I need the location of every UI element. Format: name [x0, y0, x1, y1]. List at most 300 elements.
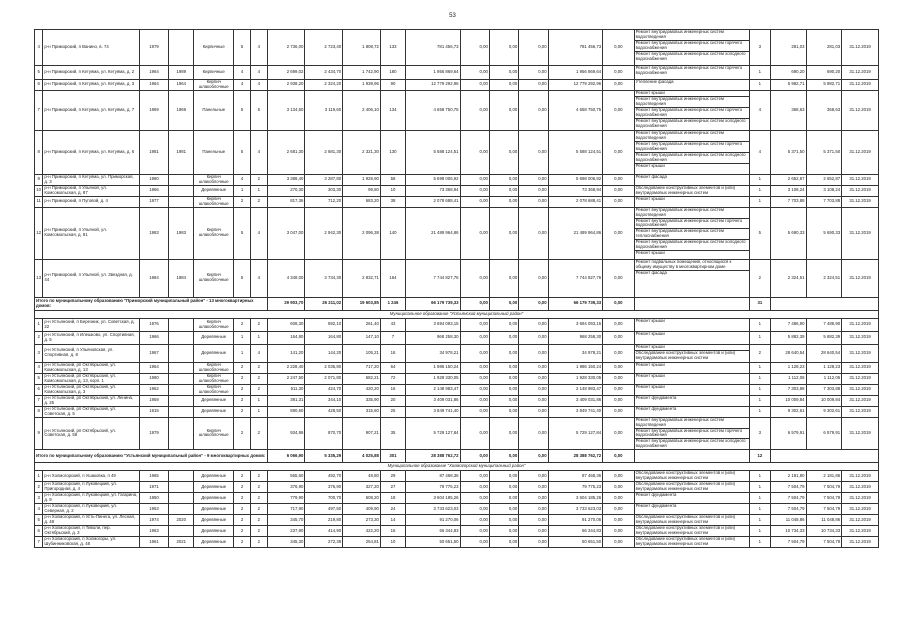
wall-material-cell: Кирпич шлакоблочные	[194, 373, 234, 384]
unit-cost-cell: 7 486,90	[770, 318, 806, 331]
work-count-cell: 1	[749, 395, 770, 406]
work-types-cell	[634, 384, 749, 395]
living-area-cell: 414,90	[305, 526, 343, 537]
address-cell: р-н Холмогорский, п Тиволи, пер. Октябрьский, д. 3	[43, 526, 139, 537]
federal-funds-cell: 0,00	[460, 297, 489, 310]
local-funds-cell: 0,00	[519, 515, 548, 526]
federal-funds-cell: 0,00	[460, 174, 489, 185]
total-area-cell: 3 388,40	[267, 174, 305, 185]
work-types-cell	[634, 526, 749, 537]
floors-cell: 2	[234, 504, 251, 515]
address-cell: р-н Устьянский, п Березник, ул. Советская, д. 22	[43, 318, 139, 331]
limit-cost-cell: 368,63	[806, 90, 842, 130]
entrances-cell: 2	[250, 526, 267, 537]
wall-material-cell: Деревянные	[194, 344, 234, 362]
address-cell: р-н Приморский, п Ульяной, ул. Звездная, д. 44	[43, 259, 139, 297]
table-row	[35, 515, 879, 526]
wall-material-cell: Деревянные	[194, 331, 234, 344]
other-funds-cell: 0,00	[603, 130, 634, 174]
floors-cell: 5	[234, 30, 251, 66]
table-row	[35, 174, 879, 185]
table-row	[35, 80, 879, 91]
deadline-cell: 31.12.2019	[842, 406, 879, 417]
wall-material-cell: Кирпичные	[194, 30, 234, 66]
work-types-cell	[634, 471, 749, 482]
row-number: 13	[35, 259, 43, 297]
residents-cell: 27	[380, 482, 405, 493]
wall-material-cell: Кирпич шлакоблочные	[194, 207, 234, 259]
row-number: 6	[35, 384, 43, 395]
total-area-cell: 934,86	[267, 417, 305, 450]
owners-funds-cell: 34 978,21	[548, 344, 603, 362]
residents-cell: 72	[380, 373, 405, 384]
address-cell: р-н Приморский, п Кетуяма, ул. Приморская, д. 3	[43, 174, 139, 185]
work-type-item: Ремонт внутридомовых инженерных систем горячего водоснабжения	[635, 41, 749, 52]
total-cost-cell: 5 729 127,84	[406, 417, 461, 450]
total-area-cell: 391,31	[267, 395, 305, 406]
address-cell: р-н Приморский, п Кетуяма, ул. Кетуяма, д. 7	[43, 90, 139, 130]
work-types-cell	[634, 185, 749, 196]
residents-cell: 301	[380, 450, 405, 463]
wall-material-cell: Кирпич шлакоблочные	[194, 259, 234, 297]
limit-cost-cell: 3 108,24	[806, 185, 842, 196]
local-funds-cell: 0,00	[519, 196, 548, 207]
floors-cell: 2	[234, 318, 251, 331]
year-renovated-cell	[169, 471, 194, 482]
local-funds-cell: 0,00	[519, 318, 548, 331]
municipality-header-row	[35, 310, 879, 318]
work-types-cell	[634, 344, 749, 362]
floors-cell: 2	[234, 417, 251, 450]
work-type-item: Обследование конструктивных элементов и (или) внутридомовых инженерных систем	[635, 536, 736, 547]
owned-area-cell: 1 928,90	[343, 174, 381, 185]
deadline-cell: 31.12.2019	[842, 318, 879, 331]
total-area-cell: 3 134,60	[267, 90, 305, 130]
living-area-cell: 3 287,80	[305, 174, 343, 185]
year-built-cell: 1961	[139, 537, 168, 548]
year-renovated-cell	[169, 526, 194, 537]
wall-material-cell: Деревянные	[194, 471, 234, 482]
wall-material-cell: Кирпич шлакоблочные	[194, 318, 234, 331]
table-row	[35, 318, 879, 331]
wall-material-cell: Деревянные	[194, 493, 234, 504]
work-count-cell: 1	[749, 373, 770, 384]
other-funds-cell: 0,00	[603, 406, 634, 417]
year-renovated-cell	[169, 504, 194, 515]
unit-cost-cell: 7 504,79	[770, 537, 806, 548]
limit-cost-cell: 281,03	[806, 30, 842, 66]
year-built-cell: 1976	[139, 318, 168, 331]
deadline-cell: 31.12.2019	[842, 259, 879, 297]
owners-funds-cell: 3 733 623,03	[548, 504, 603, 515]
deadline-cell: 31.12.2019	[842, 384, 879, 395]
floors-cell: 2	[234, 515, 251, 526]
unit-cost-cell: 7 303,88	[770, 384, 806, 395]
limit-cost-cell: 2 652,87	[806, 174, 842, 185]
work-count-cell: 31	[749, 297, 770, 310]
row-number: 4	[35, 504, 43, 515]
year-renovated-cell	[169, 174, 194, 185]
work-type-item: Ремонт внутридомовых инженерных систем холодного водоснабжения	[635, 50, 746, 61]
row-number: 6	[35, 80, 43, 91]
work-type-item: Ремонт внутридомовых инженерных систем холодного водоснабжения	[635, 438, 746, 449]
year-built-cell: 1984	[139, 259, 168, 297]
municipality-title: Муниципальное образование "Устьянский муниципальный район"	[35, 310, 879, 318]
empty-cell	[770, 450, 878, 463]
federal-funds-cell: 0,00	[460, 515, 489, 526]
owners-funds-cell: 2 148 983,47	[548, 384, 603, 395]
unit-cost-cell: 690,20	[770, 66, 806, 80]
regional-funds-cell: 0,00	[489, 504, 518, 515]
year-renovated-cell: 2021	[169, 537, 194, 548]
limit-cost-cell: 11 048,86	[806, 515, 842, 526]
owned-area-cell: 717,20	[343, 362, 381, 373]
regional-funds-cell: 0,00	[489, 362, 518, 373]
regional-funds-cell: 0,00	[489, 417, 518, 450]
total-cost-cell: 5 588 124,51	[406, 130, 461, 174]
other-funds-cell: 0,00	[603, 196, 634, 207]
entrances-cell: 1	[250, 185, 267, 196]
work-count-cell: 1	[749, 196, 770, 207]
total-row	[35, 297, 879, 310]
local-funds-cell: 0,00	[519, 174, 548, 185]
floors-cell: 2	[234, 471, 251, 482]
year-built-cell: 1974	[139, 515, 168, 526]
owned-area-cell: 315,60	[343, 406, 381, 417]
local-funds-cell: 0,00	[519, 395, 548, 406]
owners-funds-cell: 50 651,50	[548, 537, 603, 548]
floors-cell: 1	[234, 344, 251, 362]
regional-funds-cell: 0,00	[489, 373, 518, 384]
owners-funds-cell: 7 744 827,76	[548, 259, 603, 297]
wall-material-cell: Кирпич шлакоблочные	[194, 362, 234, 373]
owners-funds-cell: 3 409 031,86	[548, 395, 603, 406]
deadline-cell: 31.12.2019	[842, 493, 879, 504]
local-funds-cell: 0,00	[519, 297, 548, 310]
residents-cell: 16	[380, 384, 405, 395]
local-funds-cell: 0,00	[519, 504, 548, 515]
total-area-cell: 29 903,70	[267, 297, 305, 310]
address-cell: р-н Устьянский, рп Октябрьский, ул. Советская, д. 58	[43, 417, 139, 450]
local-funds-cell: 0,00	[519, 331, 548, 344]
owned-area-cell: 105,21	[343, 344, 381, 362]
regional-funds-cell: 0,00	[489, 526, 518, 537]
year-built-cell: 1980	[139, 373, 168, 384]
wall-material-cell: Кирпич шлакоблочные	[194, 196, 234, 207]
local-funds-cell: 0,00	[519, 130, 548, 174]
total-area-cell: 608,30	[267, 318, 305, 331]
work-type-item: Ремонт крыши	[635, 162, 665, 168]
row-number: 1	[35, 318, 43, 331]
floors-cell: 2	[234, 395, 251, 406]
work-type-item: Ремонт крыши	[635, 384, 665, 389]
living-area-cell: 2 071,80	[305, 373, 343, 384]
floors-cell: 2	[234, 482, 251, 493]
row-number: 2	[35, 482, 43, 493]
owners-funds-cell: 79 775,23	[548, 482, 603, 493]
regional-funds-cell: 0,00	[489, 450, 518, 463]
living-area-cell: 2 324,20	[305, 80, 343, 91]
limit-cost-cell: 7 504,79	[806, 482, 842, 493]
federal-funds-cell: 0,00	[460, 417, 489, 450]
local-funds-cell: 0,00	[519, 493, 548, 504]
wall-material-cell: Деревянные	[194, 537, 234, 548]
entrances-cell: 4	[250, 80, 267, 91]
entrances-cell: 2	[250, 196, 267, 207]
work-count-cell: 1	[749, 80, 770, 91]
owned-area-cell: 608,20	[343, 493, 381, 504]
work-type-item: Обследование конструктивных элементов и (или) внутридомовых инженерных систем	[635, 514, 736, 525]
unit-cost-cell: 7 504,79	[770, 482, 806, 493]
owned-area-cell: 147,10	[343, 331, 381, 344]
total-cost-cell: 79 775,23	[406, 482, 461, 493]
table-row	[35, 196, 879, 207]
work-count-cell: 5	[749, 207, 770, 259]
table-row	[35, 504, 879, 515]
year-renovated-cell: 1981	[169, 130, 194, 174]
address-cell: р-н Приморский, п Ульяной, ул. Комсомольская, д. 87	[43, 185, 139, 196]
year-built-cell: 1969	[139, 90, 168, 130]
owned-area-cell: 2 321,30	[343, 130, 381, 174]
table-row	[35, 90, 879, 130]
entrances-cell: 1	[250, 395, 267, 406]
wall-material-cell: Деревянные	[194, 395, 234, 406]
year-renovated-cell	[169, 196, 194, 207]
unit-cost-cell: 2 181,80	[770, 471, 806, 482]
owned-area-cell: 48,80	[343, 471, 381, 482]
row-number: 3	[35, 493, 43, 504]
federal-funds-cell: 0,00	[460, 331, 489, 344]
year-renovated-cell	[169, 482, 194, 493]
federal-funds-cell: 0,00	[460, 537, 489, 548]
work-count-cell: 1	[749, 482, 770, 493]
limit-cost-cell: 10 734,33	[806, 526, 842, 537]
federal-funds-cell: 0,00	[460, 362, 489, 373]
year-built-cell: 1962	[139, 384, 168, 395]
entrances-cell: 5	[250, 90, 267, 130]
work-type-item: Ремонт внутридомовых инженерных систем горячего водоснабжения	[635, 219, 749, 230]
work-types-cell	[634, 318, 749, 331]
owners-funds-cell: 5 729 127,84	[548, 417, 603, 450]
unit-cost-cell: 9 302,61	[770, 406, 806, 417]
living-area-cell: 2 681,30	[305, 130, 343, 174]
unit-cost-cell: 1 128,23	[770, 362, 806, 373]
federal-funds-cell: 0,00	[460, 471, 489, 482]
work-count-cell: 1	[749, 504, 770, 515]
year-renovated-cell: 1983	[169, 207, 194, 259]
work-count-cell: 1	[749, 331, 770, 344]
work-types-cell	[634, 196, 749, 207]
year-built-cell: 1981	[139, 130, 168, 174]
work-type-item: Ремонт внутридомовых инженерных систем горячего водоснабжения	[635, 429, 749, 440]
owners-funds-cell: 73 368,94	[548, 185, 603, 196]
total-area-cell: 2 699,02	[267, 66, 305, 80]
address-cell: р-н Приморский, п Кетуяма, ул. Кетуяма, д. 3	[43, 80, 139, 91]
work-types-cell	[634, 395, 749, 406]
work-count-cell: 1	[749, 174, 770, 185]
entrances-cell: 2	[250, 537, 267, 548]
work-type-item: Ремонт крыши	[635, 331, 665, 336]
local-funds-cell: 0,00	[519, 90, 548, 130]
living-area-cell: 344,10	[305, 395, 343, 406]
deadline-cell: 31.12.2019	[842, 344, 879, 362]
owners-funds-cell: 66 179 739,33	[548, 297, 603, 310]
work-types-cell	[634, 174, 749, 185]
table-row	[35, 207, 879, 259]
deadline-cell: 31.12.2019	[842, 331, 879, 344]
owners-funds-cell: 87 468,36	[548, 471, 603, 482]
work-types-cell	[634, 130, 749, 174]
year-renovated-cell: 1984	[169, 259, 194, 297]
total-area-cell: 3 047,00	[267, 207, 305, 259]
year-built-cell: 1971	[139, 482, 168, 493]
work-types-cell	[634, 493, 749, 504]
work-count-cell: 4	[749, 90, 770, 130]
residents-cell: 25	[380, 406, 405, 417]
work-types-cell	[634, 417, 749, 450]
residents-cell: 180	[380, 66, 405, 80]
entrances-cell: 2	[250, 373, 267, 384]
address-cell: р-н Устьянский, п Илешково, ул. Спортивная, д. 5	[43, 331, 139, 344]
work-types-cell	[634, 406, 749, 417]
federal-funds-cell: 0,00	[460, 30, 489, 66]
floors-cell: 5	[234, 259, 251, 297]
living-area-cell: 497,50	[305, 504, 343, 515]
total-area-cell: 4 348,00	[267, 259, 305, 297]
floors-cell: 2	[234, 384, 251, 395]
floors-cell: 2	[234, 196, 251, 207]
work-types-cell	[634, 373, 749, 384]
local-funds-cell: 0,00	[519, 373, 548, 384]
federal-funds-cell: 0,00	[460, 450, 489, 463]
federal-funds-cell: 0,00	[460, 207, 489, 259]
owned-area-cell: 420,20	[343, 384, 381, 395]
total-cost-cell: 21 489 964,86	[406, 207, 461, 259]
unit-cost-cell: 7 703,88	[770, 196, 806, 207]
work-type-item: Ремонт внутридомовых инженерных систем холодного водоснабжения	[635, 117, 746, 128]
residents-cell: 35	[380, 417, 405, 450]
work-types-cell	[634, 515, 749, 526]
wall-material-cell: Деревянные	[194, 406, 234, 417]
deadline-cell: 31.12.2019	[842, 537, 879, 548]
row-number: 7	[35, 90, 43, 130]
total-area-cell: 779,90	[267, 493, 305, 504]
floors-cell: 4	[234, 66, 251, 80]
limit-cost-cell: 7 504,79	[806, 493, 842, 504]
row-number: 8	[35, 130, 43, 174]
limit-cost-cell: 690,20	[806, 66, 842, 80]
year-renovated-cell	[169, 406, 194, 417]
owned-area-cell: 2 832,71	[343, 259, 381, 297]
other-funds-cell: 0,00	[603, 515, 634, 526]
year-built-cell: 1963	[139, 526, 168, 537]
address-cell: р-н Холмогорский, п Луковецкий, ул. Северная, д. 2	[43, 504, 139, 515]
address-cell: р-н Холмогорский, п Луковецкий, ул. Гагарина, д. 9	[43, 493, 139, 504]
address-cell: р-н Устьянский, п Ульяновская, ул. Спортивная, д. 8	[43, 344, 139, 362]
work-type-item: Ремонт внутридомовых инженерных систем водоотведения	[635, 30, 749, 41]
living-area-cell: 5 335,29	[305, 450, 343, 463]
work-types-cell	[634, 362, 749, 373]
living-area-cell: 2 434,70	[305, 66, 343, 80]
federal-funds-cell: 0,00	[460, 373, 489, 384]
deadline-cell: 31.12.2019	[842, 174, 879, 185]
federal-funds-cell: 0,00	[460, 482, 489, 493]
deadline-cell: 31.12.2019	[842, 185, 879, 196]
row-number: 9	[35, 417, 43, 450]
floors-cell: 2	[234, 362, 251, 373]
owners-funds-cell: 1 928 330,05	[548, 373, 603, 384]
owners-funds-cell: 3 604 185,26	[548, 493, 603, 504]
entrances-cell: 2	[250, 362, 267, 373]
deadline-cell: 31.12.2019	[842, 471, 879, 482]
total-cost-cell: 2 078 688,41	[406, 196, 461, 207]
total-area-cell: 511,30	[267, 384, 305, 395]
table-body	[35, 30, 879, 548]
limit-cost-cell: 7 486,90	[806, 318, 842, 331]
floors-cell: 1	[234, 331, 251, 344]
other-funds-cell: 0,00	[603, 395, 634, 406]
residents-cell: 20	[380, 395, 405, 406]
total-cost-cell: 87 468,36	[406, 471, 461, 482]
work-type-item: Ремонт крыши	[635, 250, 665, 256]
table-row	[35, 493, 879, 504]
deadline-cell: 31.12.2019	[842, 362, 879, 373]
row-number: 2	[35, 331, 43, 344]
entrances-cell: 4	[250, 30, 267, 66]
federal-funds-cell: 0,00	[460, 196, 489, 207]
limit-cost-cell: 7 303,88	[806, 384, 842, 395]
work-count-cell: 2	[749, 344, 770, 362]
owners-funds-cell: 5 588 124,51	[548, 130, 603, 174]
other-funds-cell: 0,00	[603, 373, 634, 384]
table-row	[35, 30, 879, 66]
year-renovated-cell	[169, 373, 194, 384]
work-type-item: Ремонт внутридомовых инженерных систем холодного водоснабжения	[635, 153, 749, 164]
owned-area-cell: 1 808,72	[343, 30, 381, 66]
deadline-cell: 31.12.2019	[842, 515, 879, 526]
total-cost-cell: 73 368,94	[406, 185, 461, 196]
living-area-cell: 164,80	[305, 331, 343, 344]
regional-funds-cell: 0,00	[489, 515, 518, 526]
residents-cell: 38	[380, 196, 405, 207]
unit-cost-cell: 3 108,24	[770, 185, 806, 196]
other-funds-cell: 0,00	[603, 80, 634, 91]
work-types-cell	[634, 331, 749, 344]
work-type-item: Ремонт внутридомовых инженерных систем водоотведения	[635, 418, 749, 429]
total-area-cell: 345,30	[267, 537, 305, 548]
work-types-cell	[634, 90, 749, 130]
wall-material-cell: Деревянные	[194, 482, 234, 493]
limit-cost-cell: 7 703,88	[806, 196, 842, 207]
table-row	[35, 482, 879, 493]
limit-cost-cell: 2 181,86	[806, 471, 842, 482]
total-cost-cell: 50 651,50	[406, 537, 461, 548]
deadline-cell: 31.12.2019	[842, 66, 879, 80]
work-types-cell	[634, 504, 749, 515]
row-number: 5	[35, 373, 43, 384]
other-funds-cell: 0,00	[603, 417, 634, 450]
other-funds-cell: 0,00	[603, 259, 634, 297]
work-type-item: Обследование конструктивных элементов и (или) внутридомовых инженерных систем	[635, 525, 736, 536]
local-funds-cell: 0,00	[519, 482, 548, 493]
total-area-cell: 345,70	[267, 515, 305, 526]
residents-cell: 16	[380, 344, 405, 362]
floors-cell: 2	[234, 537, 251, 548]
work-type-item: Ремонт внутридомовых инженерных систем водоотведения	[635, 131, 749, 142]
municipality-header-row	[35, 463, 879, 471]
regional-funds-cell: 0,00	[489, 174, 518, 185]
floors-cell: 5	[234, 207, 251, 259]
